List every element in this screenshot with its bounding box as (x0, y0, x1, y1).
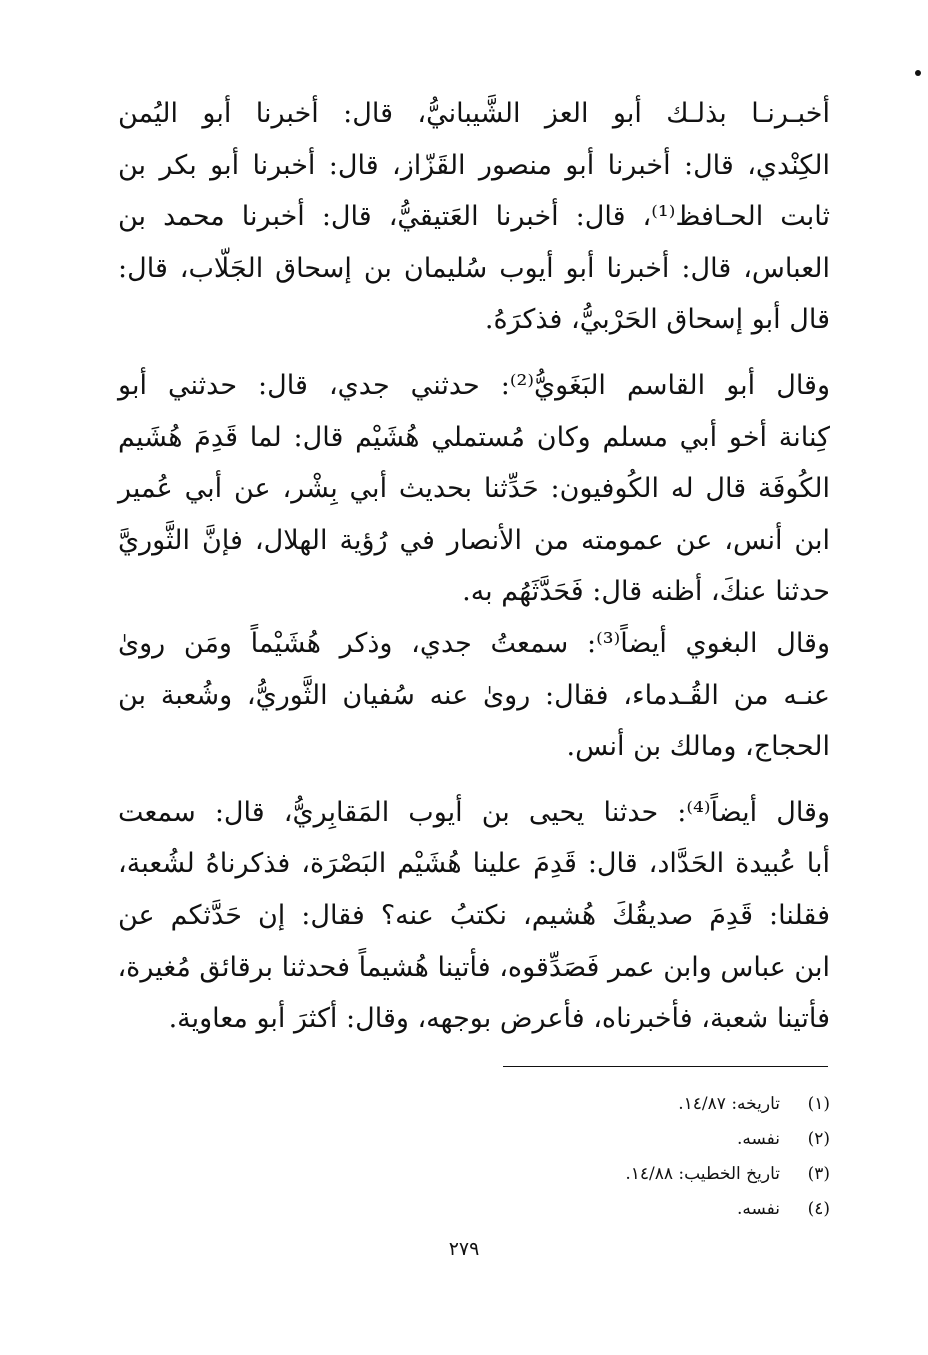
margin-mark (915, 70, 921, 76)
text-line: ابن أنس، عن عمومته من الأنصار في رُؤية الهلال، فإنَّ الثَّوريَّ (118, 524, 830, 556)
text-line: عنـه من القُـدماء، فقال: روىٰ عنه سُفيان الثَّوريُّ، وشُعبة بن (118, 679, 830, 711)
paragraph-gap (118, 773, 830, 787)
footnote-number: (٣) (807, 1164, 830, 1184)
footnote-text: نفسه. (736, 1129, 780, 1149)
footnote-text: نفسه. (736, 1199, 780, 1219)
footnote-number: (١) (807, 1094, 830, 1114)
text-line: أخبـرنـا بذلـك أبو العز الشَّيبانيُّ، قال: أخبرنا أبو اليُمن (118, 98, 830, 129)
paragraph-gap (118, 346, 830, 360)
text-line: فأتينا شعبة، فأخبرناه، فأعرض بوجهه، وقال: أكثرَ أبو معاوية. (168, 1003, 830, 1035)
page-number: ٢٧٩ (448, 1238, 480, 1260)
text-line: ثابت الحـافظ⁽¹⁾، قال: أخبرنا العَتيقيُّ، قال: أخبرنا محمد بن (118, 201, 830, 233)
text-line: وقال أبو القاسم البَغَويُّ⁽²⁾: حدثني جدي، قال: حدثني أبو (118, 369, 830, 401)
footnote (400, 1157, 830, 1192)
text-line: أبا عُبيدة الحَدَّاد، قال: قَدِمَ علينا هُشَيْم البَصْرَة، فذكرناهُ لشُعبة، (118, 848, 830, 880)
footnotes (400, 1087, 830, 1227)
footnote-separator (503, 1066, 828, 1067)
main-text (118, 88, 830, 1045)
text-line: العباس، قال: أخبرنا أبو أيوب سُليمان بن إسحاق الجَلّاب، قال: (118, 252, 830, 284)
text-line: وقال البغوي أيضاً⁽³⁾: سمعتُ جدي، وذكر هُشَيْماً ومَن روىٰ (118, 627, 830, 659)
footnote (400, 1087, 830, 1122)
footnote-text: تاريخ الخطيب: ١٤/٨٨. (625, 1164, 780, 1184)
footnote (400, 1122, 830, 1157)
text-line: حدثنا عنكَ، أظنه قال: فَحَدَّثَهُم به. (462, 576, 830, 608)
footnote-text: تاريخه: ١٤/٨٧. (678, 1094, 780, 1114)
text-line: فقلنا: قَدِمَ صديقُكَ هُشيم، نكتبُ عنه؟ فقال: إن حَدَّثكم عن (118, 899, 830, 931)
footnote (400, 1192, 830, 1227)
text-line: الكُوفَة قال له الكُوفيون: حَدِّثنا بحديث أبي بِشْر، عن أبي عُمير (118, 473, 830, 505)
text-line: الحجاج، ومالك بن أنس. (566, 731, 830, 763)
footnote-number: (٢) (807, 1129, 830, 1149)
text-line: قال أبو إسحاق الحَرْبيُّ، فذكرَهُ. (484, 304, 830, 336)
text-line: وقال أيضاً⁽⁴⁾: حدثنا يحيى بن أيوب المَقابِريُّ، قال: سمعت (118, 796, 830, 828)
footnote-number: (٤) (807, 1199, 830, 1219)
text-line: كِنانة أخو أبي مسلم وكان مُستملي هُشَيْم قال: لما قَدِمَ هُشَيم (118, 421, 830, 453)
text-line: ابن عباس وابن عمر فَصَدِّقوه، فأتينا هُشيماً فحدثنا برقائق مُغيرة، (117, 951, 830, 983)
text-line: الكِنْدي، قال: أخبرنا أبو منصور القَزّاز، قال: أخبرنا أبو بكر بن (118, 149, 830, 181)
